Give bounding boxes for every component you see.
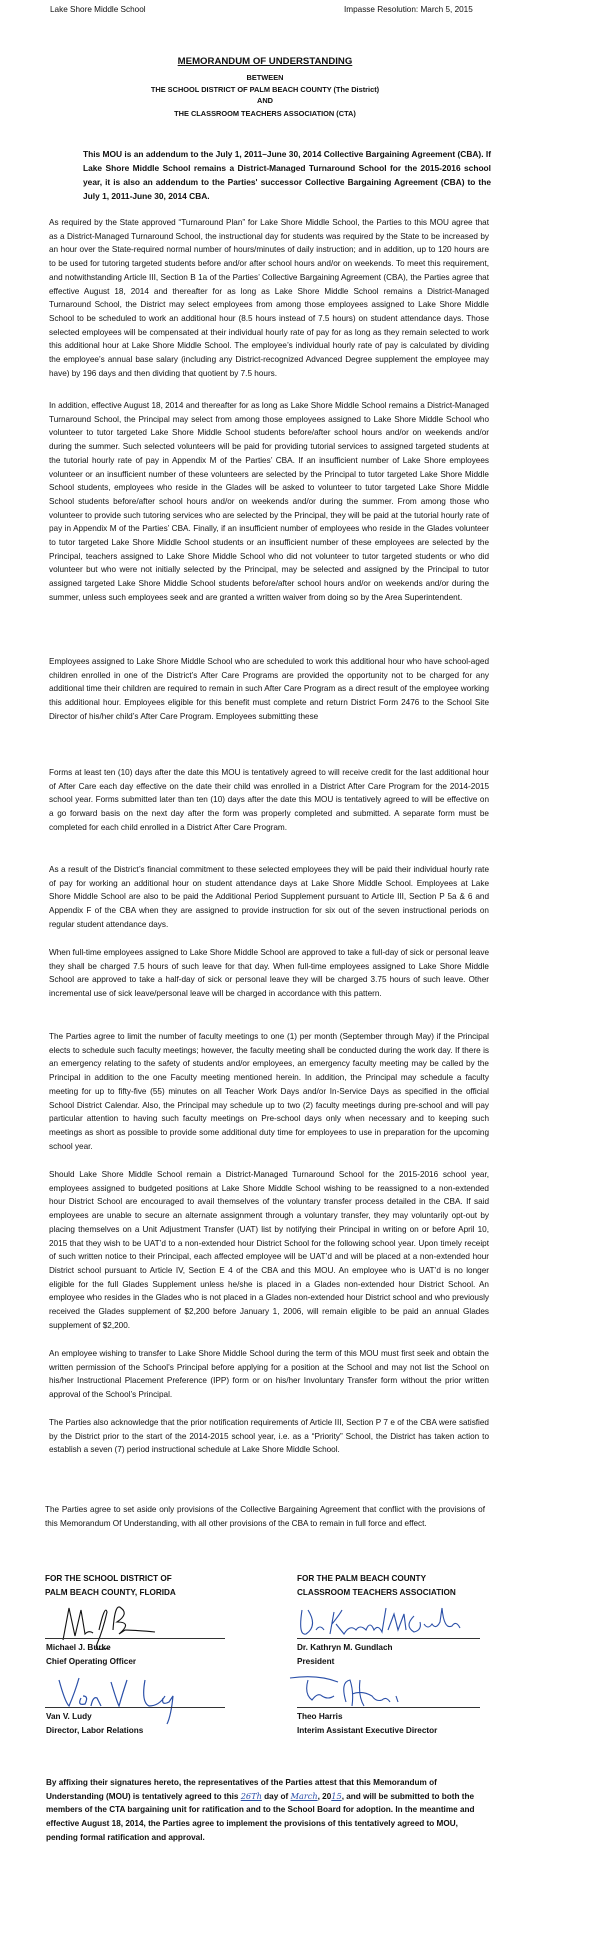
- intro-paragraph: This MOU is an addendum to the July 1, 2011–June 30, 2014 Collective Bargaining Agreement (CBA). If Lake Shore Middle School remains a District-Managed Turnaround School for the 2015-2016 school year, it is also an addendum to the Parties' successor Collective Bargaining Agreement (CBA) to the July 1, 2011-June 30, 2014 CBA.: [83, 149, 491, 201]
- handwritten-year: 15: [331, 1790, 342, 1801]
- paragraph-after-care: Employees assigned to Lake Shore Middle School who are scheduled to work this additional hour who have school-aged children enrolled in one of the District’s After Care Programs are provided the opportunity not to be charged for any additional time their children are required to remain in such After Care Program as a direct result of the employee working this additional hour. Employees eligible for this benefit must complete and return District Form 2476 to the School Site Director of his/her child’s After Care Program. Employees submitting these: [49, 657, 489, 721]
- signer-title: Interim Assistant Executive Director: [297, 1726, 438, 1735]
- title-between: BETWEEN: [246, 73, 284, 82]
- paragraph-leave: When full-time employees assigned to Lake Shore Middle School are approved to take a full-day of sick or personal leave they shall be charged 7.5 hours of such leave for that day. When full-time employees assigned to Lake Shore Middle School are approved to take a half-day of sick or personal leave they will be charged 3.75 hours of such leave. Other incremental use of sick leave/personal leave will be charged in accordance with this pattern.: [49, 948, 489, 999]
- document-title: MEMORANDUM OF UNDERSTANDING: [177, 56, 353, 67]
- cta-heading-line1: FOR THE PALM BEACH COUNTY: [297, 1574, 427, 1583]
- signature-theo-harris: [288, 1672, 428, 1712]
- cta-heading-line2: CLASSROOM TEACHERS ASSOCIATION: [297, 1587, 456, 1597]
- signature-line: [45, 1707, 225, 1708]
- header-school-name: Lake Shore Middle School: [50, 5, 146, 14]
- paragraph-faculty-meetings: The Parties agree to limit the number of faculty meetings to one (1) per month (September through May) if the Principal elects to schedule such faculty meetings; however, the faculty meeting shall be conducted during the work day. If there is an emergency relating to the safety of students and/or employees, an emergency faculty meeting may be called by the Principal in addition to the one Faculty meeting mentioned herein. In addition, the Principal may schedule a faculty meeting for up to fifty-five (55) minutes on all Teacher Work Days and/or In-Service Days as specified in the official School District Calendar. Also, the Principal may schedule up to two (2) faculty meetings during pre-school and will pay particular attention to having such faculty meetings on Pre-school days only when necessary and to keeping such meetings as short as possible to provide some additional duty time for employees to use in preparation for the upcoming school year.: [49, 1032, 489, 1151]
- signer-gundlach: [297, 1641, 393, 1669]
- signer-harris: [297, 1710, 437, 1738]
- paragraph-transfers: Should Lake Shore Middle School remain a District-Managed Turnaround School for the 2015-2016 school year, employees assigned to budgeted positions at Lake Shore Middle School wishing to be reassigned to a non-extended hour District School are encouraged to avail themselves of the voluntary transfer process detailed in the CBA. If said employees are unable to secure an alternate assignment through a voluntary transfer, they may voluntarily opt-out by placing themselves on a Unit Adjustment Transfer (UAT) list by notifying their Principal in writing on or before April 10, 2015 that they wish to be UAT’d to a non-extended hour District School for the following school year. Upon timely receipt of such written notice to their Principal, each affected employee will be UAT’d and will be placed at a non-extended hour District school pursuant to Article IV, Section E 4 of the CBA and this MOU. An employee who is UAT’d is no longer eligible for the full Glades Supplement unless he/she is placed in a Glades non-extended hour District School. An employee who resides in the Glades who is not placed in a Glades non-extended hour District school and who previously received the Glades supplement of $2,200 before January 1, 2006, will remain eligible to be paid an annual Glades supplement of $2,200.: [49, 1170, 489, 1330]
- paragraph-turnaround-plan: As required by the State approved “Turnaround Plan” for Lake Shore Middle School, the Parties to this MOU agree that as a District-Managed Turnaround School, the instructional day for students was required by the State to be increased by an hour over the State-required normal number of hours/minutes of daily instruction; and in addition, up to 120 hours are to be used for tutoring targeted students before and/or after school hours and/or on weekends. To meet this requirement, and notwithstanding Article III, Section B 1a of the Parties’ Collective Bargaining Agreement (CBA), the Parties agree that effective August 18, 2014 and thereafter for as long as Lake Shore Middle School remains a District-Managed Turnaround School, the District may select employees from among those employees assigned to Lake Shore Middle School to be scheduled to work an additional hour (8.5 hours instead of 7.5 hours) on student attendance days. Those selected employees will be compensated at their individual hourly rate of pay for as long as they remain selected to work this additional hour at Lake Shore Middle School. The employee’s individual hourly rate of pay is calculated by dividing the employee’s annual base salary (including any District-recognized Advanced Degree supplement the employee may have) by 196 days and then dividing that quotient by 7.5 hours.: [49, 218, 489, 378]
- title-and: AND: [256, 96, 273, 105]
- paragraph-set-aside: The Parties agree to set aside only provisions of the Collective Bargaining Agreement that conflict with the provisions of this Memorandum Of Understanding, with all other provisions of the CBA to remain in full force and effect.: [45, 1505, 485, 1528]
- signer-title: President: [297, 1657, 335, 1666]
- signer-name: Michael J. Burke: [46, 1643, 111, 1652]
- closing-text: By affixing their signatures hereto, the representatives of the Parties attest that this Memorandum of Understanding (MOU) is tentatively agreed to this: [46, 1778, 437, 1801]
- signature-line: [297, 1638, 480, 1639]
- header-impasse-date: Impasse Resolution: March 5, 2015: [344, 5, 473, 14]
- closing-text: , and will be submitted to both the members of the CTA bargaining unit for ratification and to the School Board for adoption. In the meantime and effective August 18, 2014, the Parties agree to implement the provisions of this tentatively agreed to MOU, pending formal ratification and approval.: [46, 1791, 475, 1842]
- cta-signature-heading: [297, 1572, 456, 1599]
- signature-kathryn-gundlach: [296, 1602, 466, 1642]
- signature-line: [45, 1638, 225, 1639]
- closing-text: day of: [264, 1791, 289, 1801]
- signer-ludy: [46, 1710, 143, 1738]
- handwritten-month: March: [290, 1790, 318, 1801]
- district-heading-line1: FOR THE SCHOOL DISTRICT OF: [45, 1574, 172, 1583]
- signer-burke: [46, 1641, 136, 1669]
- signer-title: Chief Operating Officer: [46, 1657, 137, 1666]
- title-party-cta: THE CLASSROOM TEACHERS ASSOCIATION (CTA): [174, 109, 356, 118]
- closing-paragraph: [46, 1776, 491, 1845]
- handwritten-day: 26Th: [240, 1790, 262, 1801]
- title-party-district: THE SCHOOL DISTRICT OF PALM BEACH COUNTY (The District): [150, 85, 380, 94]
- paragraph-tutoring: In addition, effective August 18, 2014 and thereafter for as long as Lake Shore Middle School remains a District-Managed Turnaround School, the Principal may select from among those employees assigned to Lake Shore Middle School who volunteer to tutor targeted Lake Shore Middle School students before/after school hours and/or on weekends and/or during the summer. Such selected volunteers will be paid for providing tutorial services to assigned targeted students at the tutorial hourly rate of pay in Appendix M of the Parties’ CBA. If an insufficient number of Lake Shore employees volunteer or an insufficient number of these volunteers are selected by the Principal to tutor targeted Lake Shore Middle School students, employees who reside in the Glades will be asked to volunteer to tutor targeted Lake Shore Middle School students before/after school hours and/or on weekends and/or during the summer. From among those who volunteer to provide such tutoring services who are selected by the Principal, they will be paid at the tutorial hourly rate of pay in Appendix M of the Parties’ CBA. Finally, if an insufficient number of employees who reside in the Glades volunteer to tutor targeted Lake Shore Middle School students or an insufficient number of these employees are selected by the Principal, teachers assigned to Lake Shore Middle School who did not volunteer to tutor targeted students or who did volunteer but who were not initially selected by the Principal, may be selected and assigned by the Principal to tutor assigned targeted Lake Shore Middle School students before/after school hours and/or on weekends and/or during the summer, unless such employees seek and are granted a written waiver from doing so by the Area Superintendent.: [49, 401, 489, 602]
- closing-text: , 20: [317, 1791, 332, 1801]
- paragraph-notification: The Parties also acknowledge that the prior notification requirements of Article III, Section P 7 e of the CBA were satisfied by the District prior to the start of the 2014-2015 school year, i.e. as a “Priority” School, the District has taken action to establish a seven (7) period instructional schedule at Lake Shore Middle School.: [49, 1418, 489, 1455]
- district-signature-heading: [45, 1572, 176, 1599]
- signer-name: Dr. Kathryn M. Gundlach: [297, 1643, 393, 1652]
- paragraph-financial-commitment: As a result of the District’s financial commitment to these selected employees they will be paid their individual hourly rate of pay for working an additional hour on student attendance days at Lake Shore Middle School. Employees at Lake Shore Middle School are also to be paid the Additional Period Supplement pursuant to Article III, Section P 5a & 6 and Appendix F of the CBA when they are assigned to provide instruction for six out of the seven instructional periods on regular student attendance days.: [49, 865, 489, 929]
- district-heading-line2: PALM BEACH COUNTY, FLORIDA: [45, 1587, 176, 1597]
- paragraph-transfer-permission: An employee wishing to transfer to Lake Shore Middle School during the term of this MOU must first seek and obtain the written permission of the School’s Principal before applying for a position at the School and may not list the School on his/her Instructional Placement Preference (IPP) form or on his/her Involuntary Transfer form without the prior written approval of the School’s Principal.: [49, 1349, 489, 1400]
- signer-name: Van V. Ludy: [46, 1712, 92, 1721]
- signature-line: [297, 1707, 480, 1708]
- signer-title: Director, Labor Relations: [46, 1726, 144, 1735]
- signer-name: Theo Harris: [297, 1712, 343, 1721]
- paragraph-after-care-forms: Forms at least ten (10) days after the date this MOU is tentatively agreed to will receive credit for the last additional hour of After Care each day effective on the date their child was enrolled in a District After Care Program for the 2014-2015 school year. Forms submitted later than ten (10) days after the date this MOU is tentatively agreed to will be effective on a go forward basis on the next day after the form was properly completed and submitted. A separate form must be completed for each child enrolled in a District After Care Program.: [49, 768, 489, 832]
